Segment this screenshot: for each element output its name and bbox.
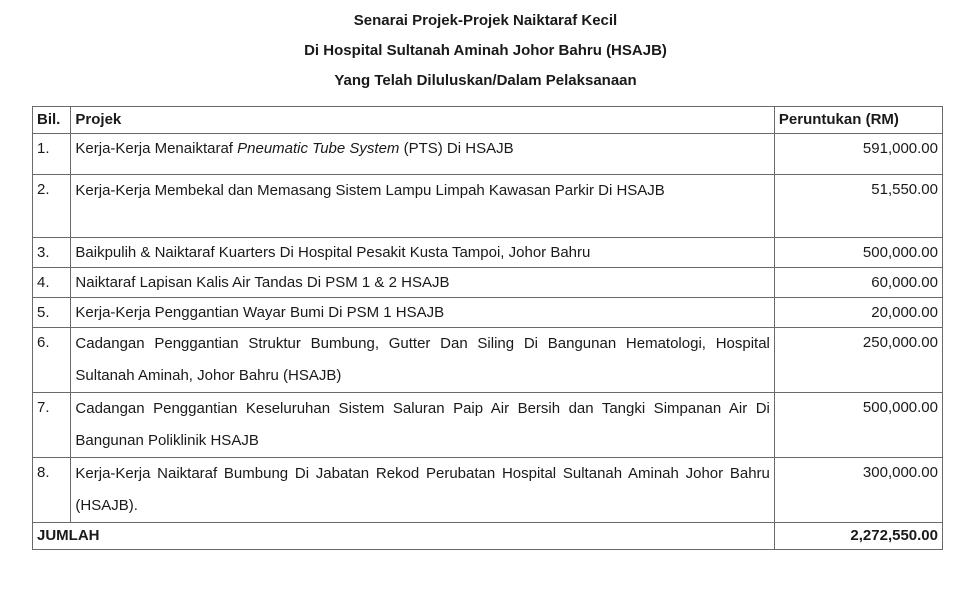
table-row (33, 298, 943, 328)
row-amount: 60,000.00 (774, 268, 942, 298)
row-projek: Kerja-Kerja Penggantian Wayar Bumi Di PSM 1 HSAJB (71, 298, 775, 328)
row-bil: 1. (33, 134, 71, 175)
title-line-1: Senarai Projek-Projek Naiktaraf Kecil (353, 12, 618, 29)
row-bil: 2. (33, 175, 71, 238)
row-bil: 6. (33, 328, 71, 393)
row-bil: 4. (33, 268, 71, 298)
table-row (33, 268, 943, 298)
row-amount: 300,000.00 (774, 458, 942, 523)
total-amount: 2,272,550.00 (774, 523, 942, 550)
row-projek: Kerja-Kerja Membekal dan Memasang Sistem Lampu Limpah Kawasan Parkir Di HSAJB (71, 175, 775, 238)
row-bil: 5. (33, 298, 71, 328)
title-line-3: Yang Telah Diluluskan/Dalam Pelaksanaan (334, 72, 637, 89)
projek-text-italic: Pneumatic Tube System (237, 140, 400, 157)
row-projek: Naiktaraf Lapisan Kalis Air Tandas Di PSM 1 & 2 HSAJB (71, 268, 775, 298)
row-projek: Cadangan Penggantian Struktur Bumbung, Gutter Dan Siling Di Bangunan Hematologi, Hospital Sultanah Aminah, Johor Bahru (HSAJB) (71, 328, 775, 393)
table-row (33, 393, 943, 458)
row-bil: 3. (33, 238, 71, 268)
projects-table (32, 106, 943, 550)
table-row (33, 458, 943, 523)
row-amount: 51,550.00 (774, 175, 942, 238)
row-bil: 7. (33, 393, 71, 458)
table-header-row (33, 107, 943, 134)
header-peruntukan: Peruntukan (RM) (774, 107, 942, 134)
row-amount: 500,000.00 (774, 238, 942, 268)
row-bil: 8. (33, 458, 71, 523)
row-amount: 500,000.00 (774, 393, 942, 458)
table-row (33, 238, 943, 268)
title-line-2: Di Hospital Sultanah Aminah Johor Bahru (HSAJB) (304, 42, 667, 59)
projek-text-post: (PTS) Di HSAJB (399, 140, 514, 157)
row-amount: 250,000.00 (774, 328, 942, 393)
table-row (33, 328, 943, 393)
row-projek: Kerja-Kerja Naiktaraf Bumbung Di Jabatan Rekod Perubatan Hospital Sultanah Aminah Johor Bahru (HSAJB). (71, 458, 775, 523)
total-label: JUMLAH (33, 523, 775, 550)
total-row (33, 523, 943, 550)
header-projek: Projek (71, 107, 775, 134)
projek-text-pre: Kerja-Kerja Menaiktaraf (75, 140, 238, 157)
row-projek (71, 134, 775, 175)
row-amount: 591,000.00 (774, 134, 942, 175)
row-projek: Cadangan Penggantian Keseluruhan Sistem Saluran Paip Air Bersih dan Tangki Simpanan Air Di Bangunan Poliklinik HSAJB (71, 393, 775, 458)
row-amount: 20,000.00 (774, 298, 942, 328)
header-bil: Bil. (33, 107, 71, 134)
row-projek: Baikpulih & Naiktaraf Kuarters Di Hospital Pesakit Kusta Tampoi, Johor Bahru (71, 238, 775, 268)
document-heading (0, 12, 971, 102)
table-row (33, 175, 943, 238)
table-row (33, 134, 943, 175)
